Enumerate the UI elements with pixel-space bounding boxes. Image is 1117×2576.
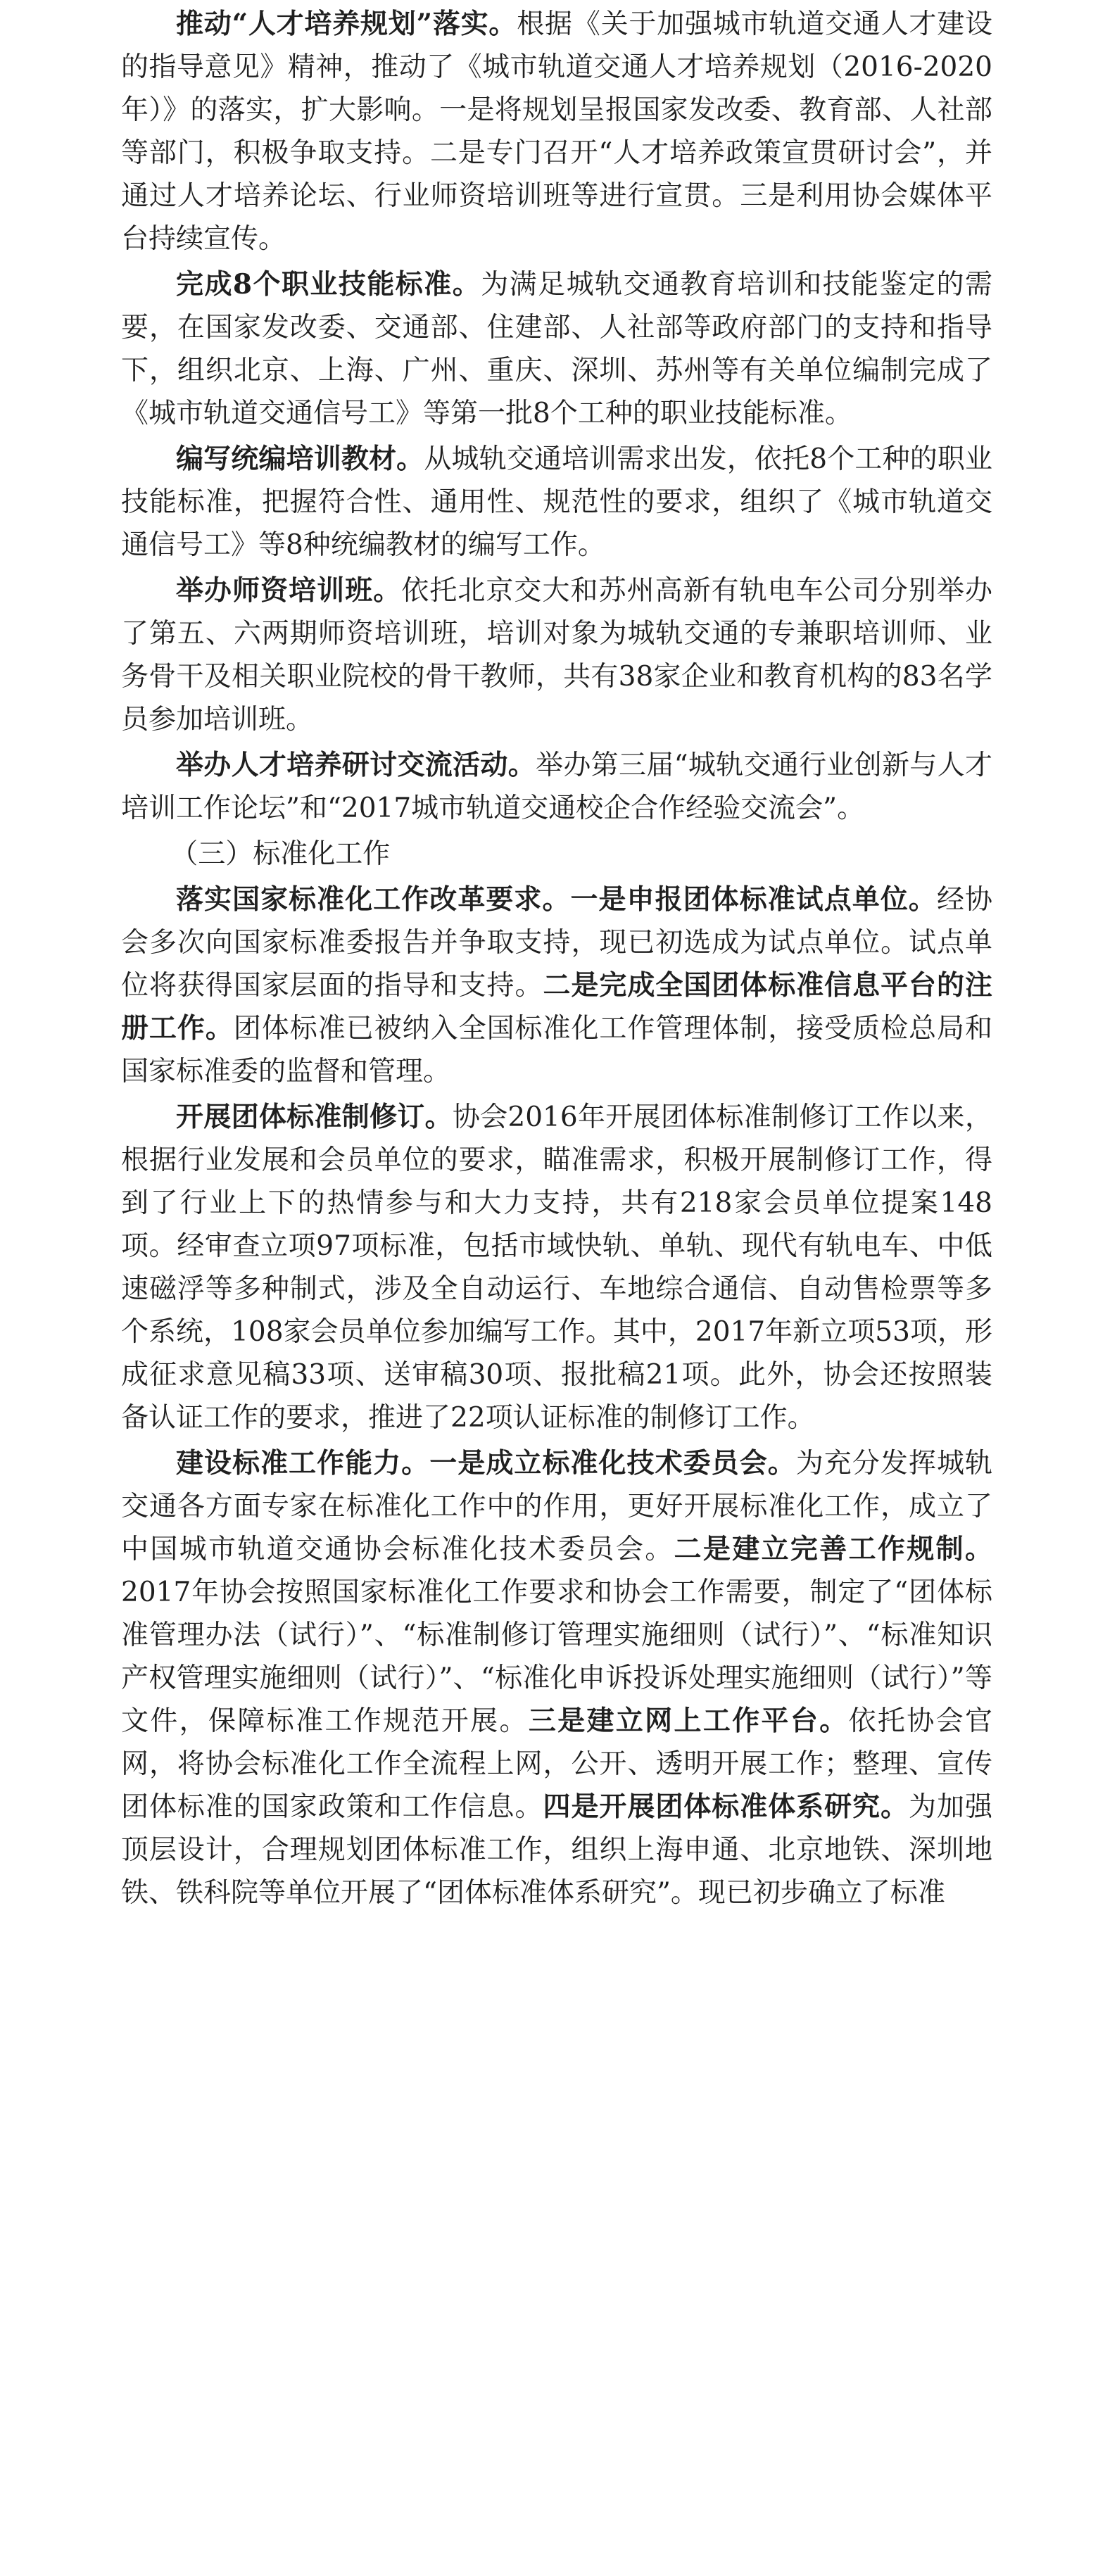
paragraph-body: 团体标准已被纳入全国标准化工作管理体制，接受质检总局和国家标准委的监督和管理。 (121, 1013, 992, 1087)
paragraph-body: 为满足城轨交通教育培训和技能鉴定的需要，在国家发改委、交通部、住建部、人社部等政府部门的支持和指导下，组织北京、上海、广州、重庆、深圳、苏州等有关单位编制完成了《城市轨道交通信号工》等第一批8个工种的职业技能标准。 (121, 269, 992, 429)
paragraph-lead: 推动“人才培养规划”落实。 (176, 8, 517, 40)
paragraph-body: 举办第三届“城轨交通行业创新与人才培训工作论坛”和“2017城市轨道交通校企合作经验交流会”。 (121, 750, 992, 824)
paragraph-revision (121, 1096, 992, 1439)
paragraph-body: 从城轨交通培训需求出发，依托8个工种的职业技能标准，把握符合性、通用性、规范性的要求，组织了《城市轨道交通信号工》等8种统编教材的编写工作。 (121, 443, 992, 561)
paragraph-textbooks (121, 438, 992, 567)
paragraph-reform (121, 878, 992, 1093)
section-heading: （三）标准化工作 (170, 838, 391, 870)
document-page (121, 0, 992, 1914)
paragraph-body: 根据《关于加强城市轨道交通人才建设的指导意见》精神，推动了《城市轨道交通人才培养规划（2016-2020年）》的落实，扩大影响。一是将规划呈报国家发改委、教育部、人社部等部门，积极争取支持。二是专门召开“人才培养政策宣贯研讨会”，并通过人才培养论坛、行业师资培训班等进行宣贯。三是利用协会媒体平台持续宣传。 (121, 8, 992, 255)
paragraph-emphasis: 二是完成全国团体标准信息平台的注册工作。 (121, 969, 992, 1044)
paragraph-body: 为充分发挥城轨交通各方面专家在标准化工作中的作用，更好开展标准化工作，成立了中国城市轨道交通协会标准化技术委员会。 (121, 1448, 992, 1565)
paragraph-capacity (121, 1442, 992, 1914)
paragraph-skill-standards (121, 263, 992, 435)
paragraph-body: 经协会多次向国家标准委报告并争取支持，现已初选成为试点单位。试点单位将获得国家层面的指导和支持。 (121, 884, 992, 1002)
paragraph-body: 依托北京交大和苏州高新有轨电车公司分别举办了第五、六两期师资培训班，培训对象为城轨交通的专兼职培训师、业务骨干及相关职业院校的骨干教师，共有38家企业和教育机构的83名学员参加培训班。 (121, 575, 992, 735)
paragraph-lead: 开展团体标准制修订。 (176, 1101, 453, 1133)
paragraph-lead: 落实国家标准化工作改革要求。一是申报团体标准试点单位。 (176, 883, 937, 916)
paragraph-body: 2017年协会按照国家标准化工作要求和协会工作需要，制定了“团体标准管理办法（试行）”、“标准制修订管理实施细则（试行）”、“标准知识产权管理实施细则（试行）”、“标准化申诉投诉处理实施细则（试行）”等文件，保障标准工作规范开展。 (121, 1577, 992, 1737)
paragraph-body: 依托协会官网，将协会标准化工作全流程上网，公开、透明开展工作；整理、宣传团体标准的国家政策和工作信息。 (121, 1705, 992, 1823)
paragraph-lead: 举办师资培训班。 (176, 574, 402, 607)
paragraph-lead: 完成8个职业技能标准。 (176, 268, 481, 301)
paragraph-exchange (121, 744, 992, 830)
paragraph-body: 协会2016年开展团体标准制修订工作以来，根据行业发展和会员单位的要求，瞄准需求，积极开展制修订工作，得到了行业上下的热情参与和大力支持，共有218家会员单位提案148项。经审查立项97项标准，包括市域快轨、单轨、现代有轨电车、中低速磁浮等多种制式，涉及全自动运行、车地综合通信、自动售检票等多个系统，108家会员单位参加编写工作。其中，2017年新立项53项，形成征求意见稿33项、送审稿30项、报批稿21项。此外，协会还按照装备认证工作的要求，推进了22项认证标准的制修订工作。 (121, 1101, 992, 1434)
paragraph-talent-plan (121, 3, 992, 260)
paragraph-lead: 编写统编培训教材。 (176, 443, 424, 475)
paragraph-emphasis: 二是建立完善工作规制。 (674, 1533, 992, 1565)
paragraph-emphasis: 四是开展团体标准体系研究。 (543, 1791, 909, 1823)
paragraph-teacher-training (121, 569, 992, 741)
paragraph-body: 为加强顶层设计，合理规划团体标准工作，组织上海申通、北京地铁、深圳地铁、铁科院等单位开展了“团体标准体系研究”。现已初步确立了标准 (121, 1791, 992, 1909)
paragraph-lead: 建设标准工作能力。一是成立标准化技术委员会。 (176, 1447, 796, 1479)
paragraph-lead: 举办人才培养研讨交流活动。 (176, 749, 536, 781)
paragraph-emphasis: 三是建立网上工作平台。 (528, 1705, 849, 1737)
